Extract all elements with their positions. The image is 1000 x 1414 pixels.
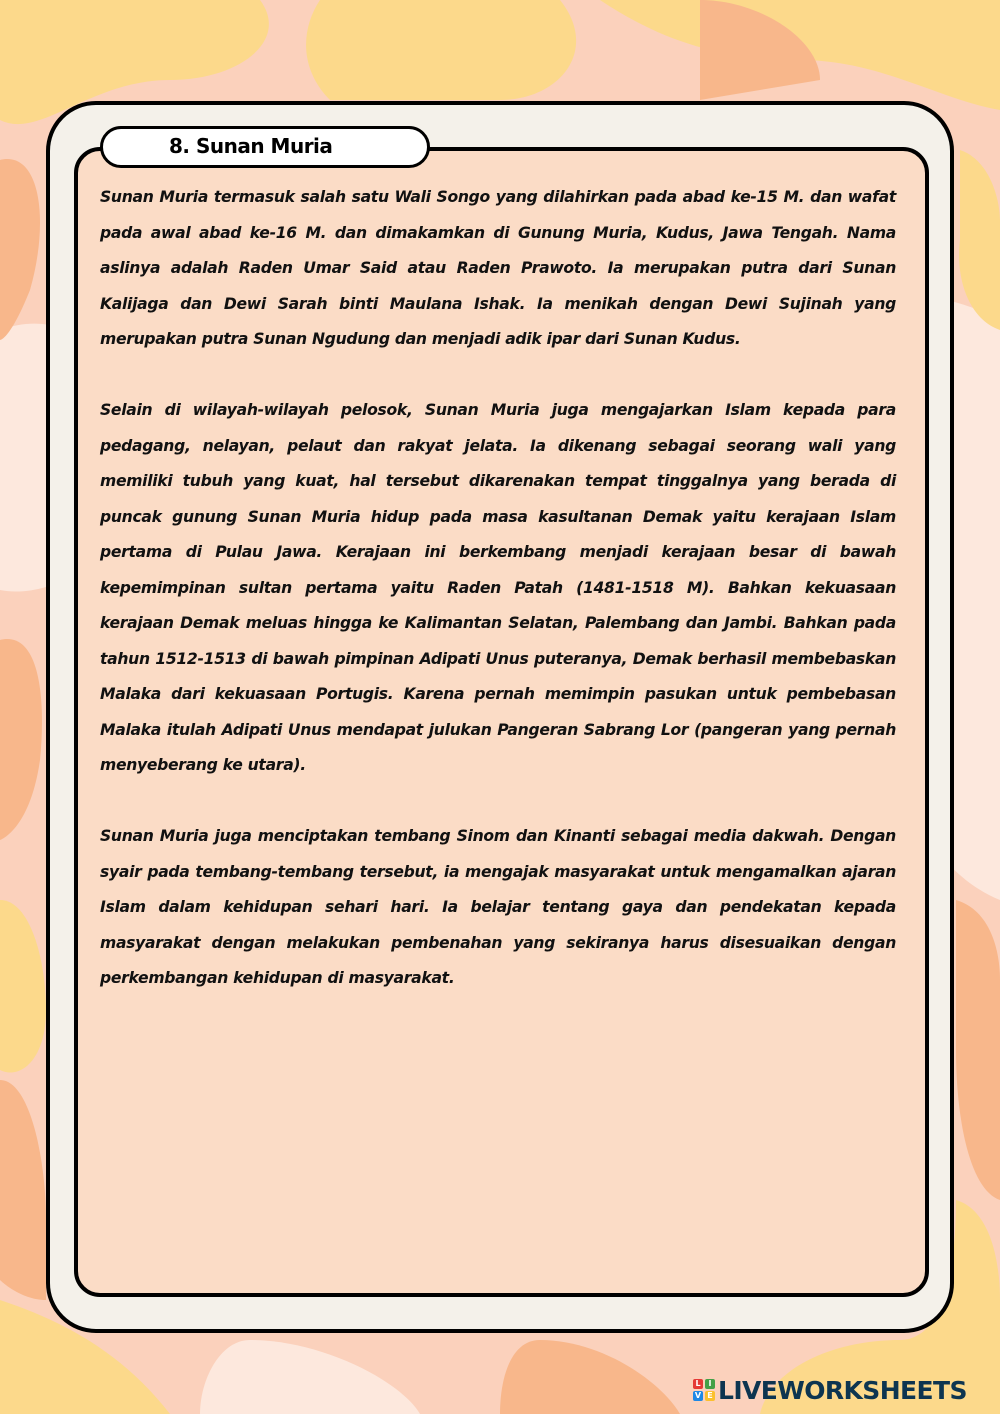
live-badge-icon <box>693 1379 715 1401</box>
section-title-pill <box>100 126 430 168</box>
badge-letter-e: E <box>705 1391 715 1401</box>
section-title: 8. Sunan Muria <box>169 134 333 158</box>
logo-wordmark: LIVEWORKSHEETS <box>718 1375 967 1405</box>
badge-letter-l: L <box>693 1379 703 1389</box>
badge-letter-v: V <box>694 1391 702 1400</box>
article-body <box>100 180 896 1032</box>
badge-letter-i: I <box>705 1379 715 1389</box>
yellow-blob <box>306 0 576 100</box>
paragraph-teaching-and-demak: Selain di wilayah-wilayah pelosok, Sunan Muria juga mengajarkan Islam kepada para pedagang, nelayan, pelaut dan rakyat jelata. Ia dikenang sebagai seorang wali yang memiliki tubuh yang kuat, hal tersebut dikarenakan tempat tinggalnya yang berada di puncak gunung Sunan Muria hidup pada masa kasultanan Demak yaitu kerajaan Islam pertama di Pulau Jawa. Kerajaan ini berkembang menjadi kerajaan besar di bawah kepemimpinan sultan pertama yaitu Raden Patah (1481-1518 M). Bahkan kekuasaan kerajaan Demak meluas hingga ke Kalimantan Selatan, Palembang dan Jambi. Bahkan pada tahun 1512-1513 di bawah pimpinan Adipati Unus puteranya, Demak berhasil membebaskan Malaka dari kekuasaan Portugis. Karena pernah memimpin pasukan untuk pembebasan Malaka itulah Adipati Unus mendapat julukan Pangeran Sabrang Lor (pangeran yang pernah menyeberang ke utara). <box>100 401 896 774</box>
liveworksheets-logo <box>693 1373 967 1407</box>
paragraph-tembang: Sunan Muria juga menciptakan tembang Sinom dan Kinanti sebagai media dakwah. Dengan syair pada tembang-tembang tersebut, ia mengajak masyarakat untuk mengamalkan ajaran Islam dalam kehidupan sehari hari. Ia belajar tentang gaya dan pendekatan kepada masyarakat dengan melakukan pembenahan yang sekiranya harus disesuaikan dengan perkembangan kehidupan di masyarakat. <box>100 827 896 987</box>
paragraph-biography: Sunan Muria termasuk salah satu Wali Songo yang dilahirkan pada abad ke-15 M. dan wafat pada awal abad ke-16 M. dan dimakamkan di Gunung Muria, Kudus, Jawa Tengah. Nama aslinya adalah Raden Umar Said atau Raden Prawoto. Ia merupakan putra dari Sunan Kalijaga dan Dewi Sarah binti Maulana Ishak. Ia menikah dengan Dewi Sujinah yang merupakan putra Sunan Ngudung dan menjadi adik ipar dari Sunan Kudus. <box>100 188 896 348</box>
